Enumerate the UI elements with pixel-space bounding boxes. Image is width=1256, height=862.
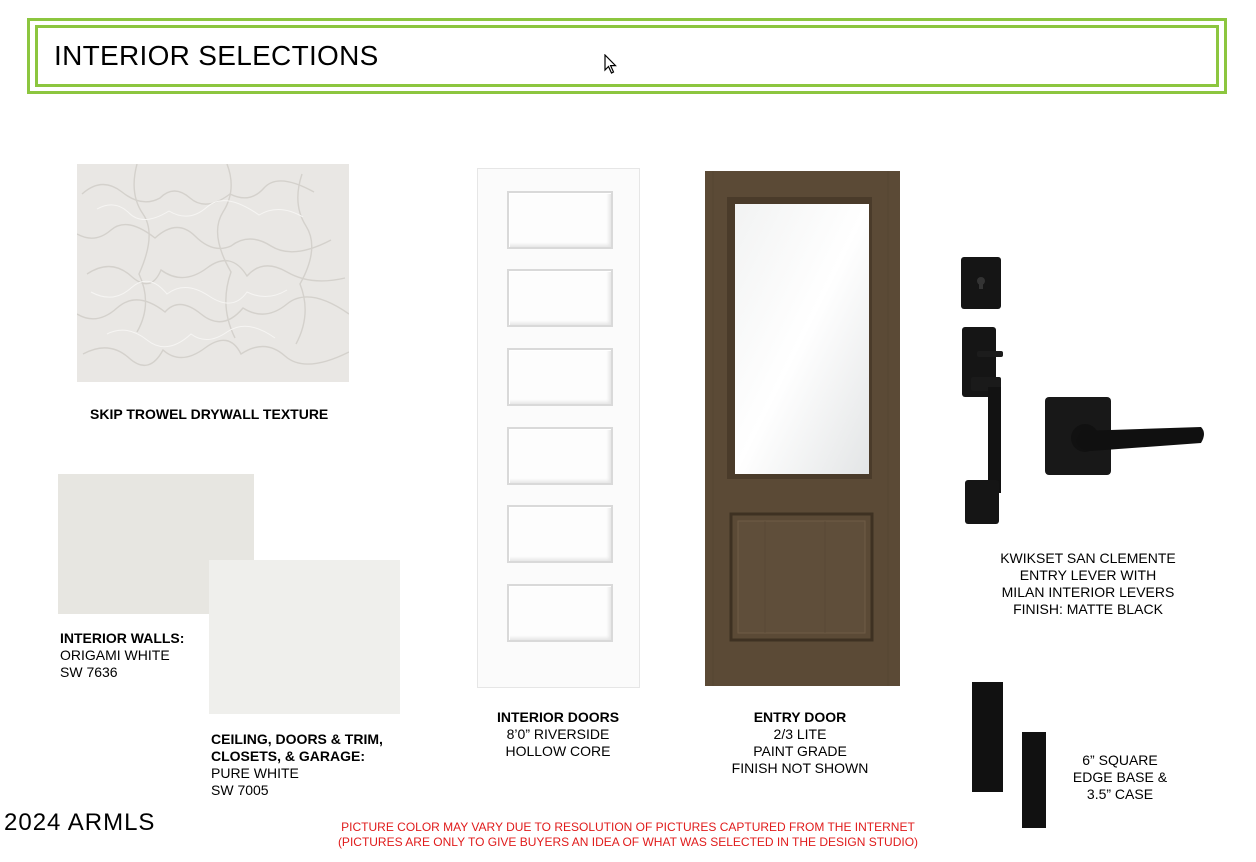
entry-door-caption	[700, 709, 900, 777]
ceiling-color-code: SW 7005	[211, 782, 269, 798]
ceiling-color-name: PURE WHITE	[211, 765, 299, 781]
disclaimer	[300, 820, 956, 850]
door-panel	[507, 348, 613, 406]
ceiling-label-line2: CLOSETS, & GARAGE:	[211, 748, 366, 764]
base-profile-image	[972, 682, 1003, 792]
interior-doors-core: HOLLOW CORE	[505, 743, 611, 759]
entry-door-grade: PAINT GRADE	[753, 743, 847, 759]
ceiling-color-swatch	[209, 560, 400, 714]
interior-doors-label: INTERIOR DOORS	[496, 709, 620, 725]
base-case-caption	[1060, 752, 1180, 803]
page-title: INTERIOR SELECTIONS	[54, 40, 379, 71]
ceiling-caption	[211, 731, 383, 799]
hardware-line4: FINISH: MATTE BLACK	[1013, 601, 1163, 617]
base-line2: EDGE BASE &	[1072, 769, 1168, 785]
base-line3: 3.5” CASE	[1086, 786, 1154, 802]
case-profile-image	[1022, 732, 1046, 828]
door-panel	[507, 427, 613, 485]
door-panel	[507, 584, 613, 642]
interior-walls-caption	[60, 630, 184, 681]
texture-label: SKIP TROWEL DRYWALL TEXTURE	[90, 406, 329, 422]
interior-door-image	[477, 168, 640, 688]
hardware-line1: KWIKSET SAN CLEMENTE	[1000, 550, 1176, 566]
disclaimer-line2: (PICTURES ARE ONLY TO GIVE BUYERS AN IDEA OF WHAT WAS SELECTED IN THE DESIGN STUDIO)	[337, 835, 919, 849]
door-panel	[507, 505, 613, 563]
copyright-watermark: 2024 ARMLS	[4, 809, 156, 836]
disclaimer-line1: PICTURE COLOR MAY VARY DUE TO RESOLUTION OF PICTURES CAPTURED FROM THE INTERNET	[341, 820, 915, 834]
entry-door-label: ENTRY DOOR	[753, 709, 847, 725]
interior-doors-caption	[458, 709, 658, 760]
drywall-texture-image	[77, 164, 349, 382]
hardware-line3: MILAN INTERIOR LEVERS	[1001, 584, 1175, 600]
entry-door-image	[705, 171, 900, 686]
interior-walls-color-name: ORIGAMI WHITE	[60, 647, 170, 663]
interior-doors-size: 8’0” RIVERSIDE	[506, 726, 610, 742]
door-panel	[507, 191, 613, 249]
hardware-line2: ENTRY LEVER WITH	[1019, 567, 1157, 583]
interior-walls-label: INTERIOR WALLS:	[60, 630, 185, 646]
mouse-cursor-icon	[604, 54, 618, 76]
door-panel	[507, 269, 613, 327]
interior-walls-color-code: SW 7636	[60, 664, 118, 680]
entry-door-finish: FINISH NOT SHOWN	[731, 760, 869, 776]
ceiling-label-line1: CEILING, DOORS & TRIM,	[211, 731, 383, 747]
hardware-caption	[968, 550, 1208, 618]
door-hardware-image	[955, 255, 1215, 530]
base-line1: 6” SQUARE	[1082, 752, 1158, 768]
entry-door-style: 2/3 LITE	[773, 726, 827, 742]
